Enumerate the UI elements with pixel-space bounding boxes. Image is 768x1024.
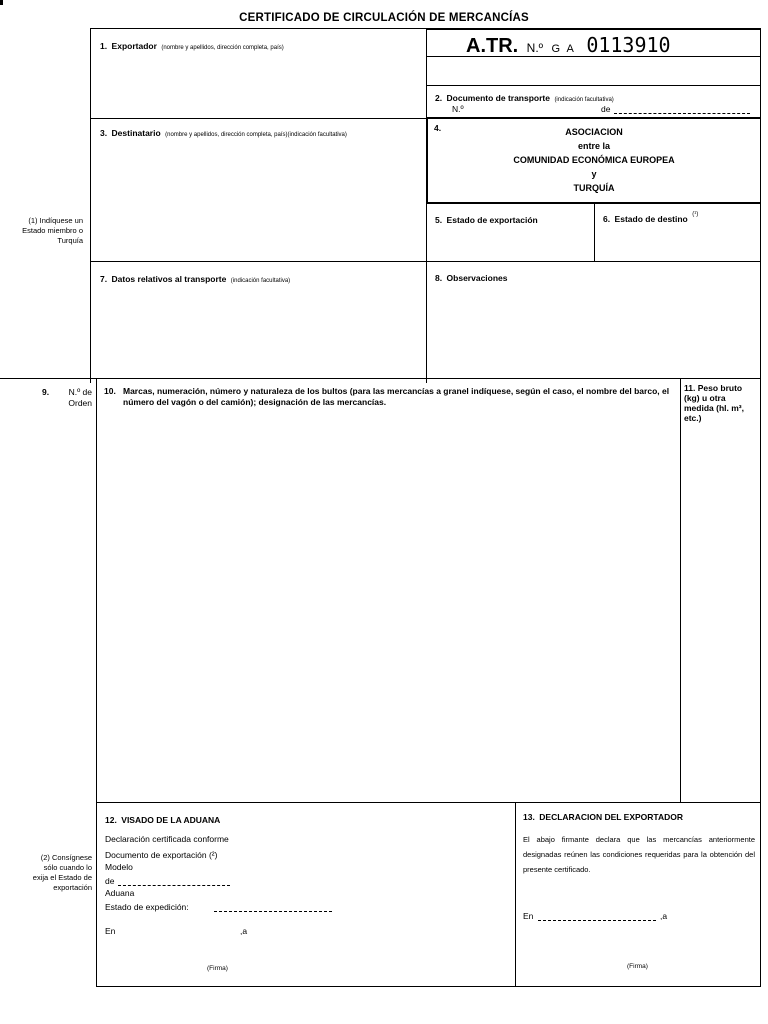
box2-hint: (indicación facultativa) xyxy=(554,97,614,103)
box8-num: 8. xyxy=(435,273,443,283)
box5-num: 5. xyxy=(435,215,443,225)
corner-mark xyxy=(0,0,3,5)
box7-header xyxy=(100,269,290,287)
atr-no: N.º xyxy=(526,41,544,55)
box12-a: ,a xyxy=(240,926,248,936)
box3-label: Destinatario xyxy=(111,128,161,138)
box1-header xyxy=(100,36,284,54)
box3-header xyxy=(100,123,347,141)
box10-num: 10. xyxy=(104,386,116,396)
box8-label: Observaciones xyxy=(446,273,508,283)
atr-series: G A xyxy=(551,43,576,55)
box13-header xyxy=(523,807,683,825)
border-right xyxy=(760,28,761,986)
atr-box-top xyxy=(426,28,761,30)
box4-line-3: COMUNIDAD ECONÓMICA EUROPEA xyxy=(513,155,675,165)
box13-a: ,a xyxy=(660,911,668,921)
row-line-3 xyxy=(0,378,761,379)
box6-label: Estado de destino xyxy=(614,214,688,224)
box13-firma: (Firma) xyxy=(627,963,648,970)
box12-line-6: Estado de expedición: xyxy=(105,902,189,912)
box9-num: 9. xyxy=(42,387,50,397)
note-2: (2) Consígnese sólo cuando lo exija el Estado de exportación xyxy=(32,853,92,892)
box7-label: Datos relativos al transporte xyxy=(111,274,227,284)
box4-top xyxy=(426,117,761,119)
box5-header xyxy=(435,210,538,228)
box4-line-1: ASOCIACION xyxy=(565,127,623,137)
box11-left xyxy=(680,378,681,802)
box11-label: Peso bruto (kg) u otra medida (hl. m³, etc.) xyxy=(684,383,744,423)
box12-line-1: Declaración certificada conforme xyxy=(105,834,229,844)
box11-num: 11. xyxy=(684,383,696,393)
box10-left xyxy=(96,378,97,986)
box56-divider xyxy=(594,203,595,261)
box1-label: Exportador xyxy=(111,41,157,51)
box6-header xyxy=(603,209,698,227)
note-1: (1) Indíquese un Estado miembro o Turquía xyxy=(22,216,83,245)
border-left-upper xyxy=(90,28,91,383)
box8-header xyxy=(435,268,508,286)
atr-heading xyxy=(466,33,671,58)
box5-label: Estado de exportación xyxy=(446,215,538,225)
box12-de-line xyxy=(118,884,230,886)
box12-line-5: Aduana xyxy=(105,888,135,898)
box3-num: 3. xyxy=(100,128,108,138)
box2-label: Documento de transporte xyxy=(446,93,550,103)
box4-line-2: entre la xyxy=(577,141,610,151)
box2-de: de xyxy=(601,104,611,114)
box1-hint: (nombre y apellidos, dirección completa, país) xyxy=(161,45,284,51)
box1213-divider xyxy=(515,802,516,986)
box7-num: 7. xyxy=(100,274,108,284)
divider-mid xyxy=(426,28,427,383)
box13-en: En xyxy=(523,911,534,921)
atr-label: A.TR. xyxy=(466,35,519,57)
box12-estado-line xyxy=(214,910,332,912)
box7-hint: (indicación facultativa) xyxy=(230,278,291,284)
box12-line-3: Modelo xyxy=(105,862,133,872)
box6-sup: (¹) xyxy=(692,211,699,218)
box12-num: 12. xyxy=(105,815,117,825)
box2-no: N.º xyxy=(452,104,464,114)
box12-header xyxy=(105,810,220,828)
box12-label: VISADO DE LA ADUANA xyxy=(121,815,221,825)
box2-num: 2. xyxy=(435,93,443,103)
row-line-4 xyxy=(96,802,761,803)
box13-text: El abajo firmante declara que las mercancías anteriormente designadas reúnen las condiciones requeridas para la obtención del presente certificado. xyxy=(523,835,755,874)
box10-label: Marcas, numeración, número y naturaleza de los bultos (para las mercancías a granel indíquese, según el caso, el nombre del barco, el número del vagón o del camión); designación de las mercancías. xyxy=(123,386,670,407)
document-title: CERTIFICADO DE CIRCULACIÓN DE MERCANCÍAS xyxy=(239,12,529,24)
box4-text xyxy=(428,125,760,195)
box2-de-line xyxy=(614,112,750,114)
box12-line-2: Documento de exportación (²) xyxy=(105,850,218,860)
box4-line-4: y xyxy=(591,169,597,179)
box12-firma: (Firma) xyxy=(207,965,228,972)
box12-line-4: de xyxy=(105,876,115,886)
box9-label: N.º de Orden xyxy=(68,387,92,408)
box11-header xyxy=(684,383,757,423)
box13-en-line xyxy=(538,919,656,921)
box4-line-5: TURQUÍA xyxy=(573,183,615,193)
box1-num: 1. xyxy=(100,41,108,51)
box3-hint: (nombre y apellidos, dirección completa, país)(indicación facultativa) xyxy=(165,132,347,138)
box12-en: En xyxy=(105,926,116,936)
box4-num: 4. xyxy=(434,123,442,133)
row-line-2 xyxy=(90,261,761,262)
box2-top xyxy=(426,85,761,86)
box13-num: 13. xyxy=(523,812,535,822)
border-bottom xyxy=(96,986,761,987)
box6-num: 6. xyxy=(603,214,611,224)
box13-label: DECLARACION DEL EXPORTADOR xyxy=(539,812,684,822)
atr-number: 0113910 xyxy=(586,33,671,57)
